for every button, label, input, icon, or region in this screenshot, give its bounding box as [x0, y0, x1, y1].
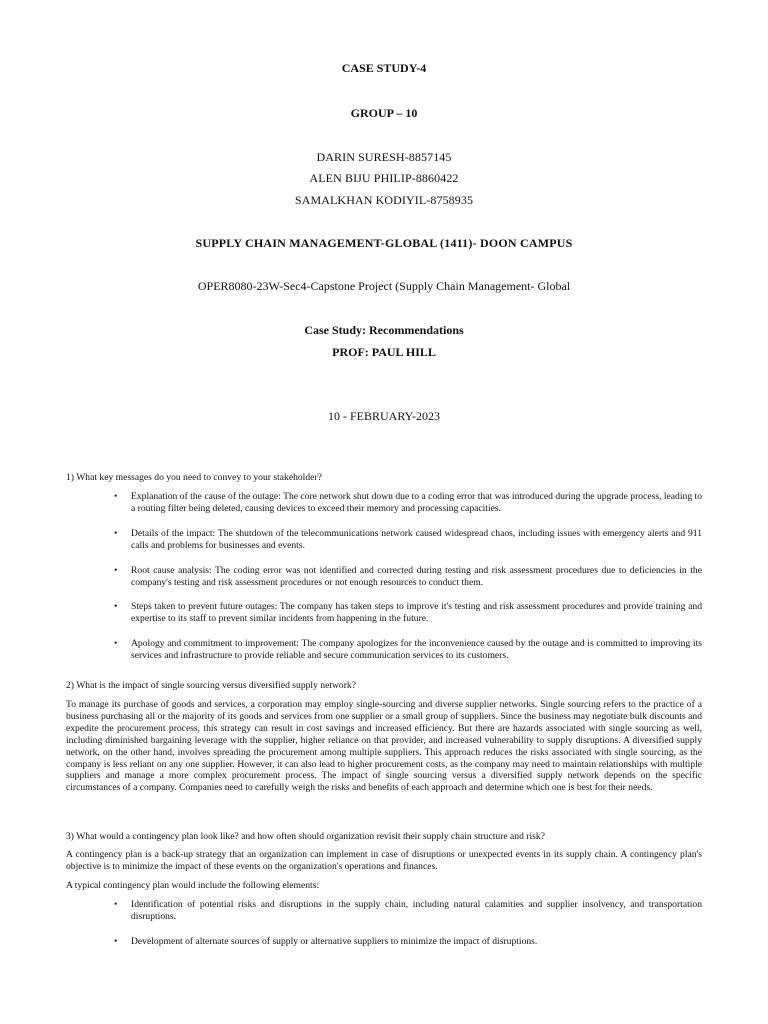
course-title: SUPPLY CHAIN MANAGEMENT-GLOBAL (1411)- DOON CAMPUS [195, 236, 573, 250]
question-2: 2) What is the impact of single sourcing versus diversified supply network? [66, 680, 356, 691]
list-item-text: Root cause analysis: The coding error was not identified and corrected during testing and risk assessment procedures due to deficiencies in the company's testing and risk assessment procedures or not enough resources to conduct them. [131, 564, 702, 588]
list-item [114, 601, 702, 625]
list-item-text: Apology and commitment to improvement: The company apologizes for the inconvenience caused by the outage and is committed to improving its services and infrastructure to provide reliable and secure communication services to its customers. [131, 638, 702, 662]
case-study-title: CASE STUDY-4 [341, 61, 427, 75]
member-name: ALEN BIJU PHILIP-8860422 [309, 171, 459, 185]
subject-title: Case Study: Recommendations [304, 323, 464, 337]
bullet-icon: • [114, 638, 118, 650]
list-item-text: Steps taken to prevent future outages: The company has taken steps to improve it's testing and risk assessment procedures and provide training and expertise to its staff to prevent similar incidents from happening in the future. [131, 601, 702, 625]
group-title: GROUP – 10 [350, 106, 418, 120]
course-code: OPER8080-23W-Sec4-Capstone Project (Supply Chain Management- Global [197, 279, 571, 293]
list-item [114, 491, 702, 515]
professor-name: PROF: PAUL HILL [332, 345, 436, 359]
list-item [114, 638, 702, 662]
list-item [114, 899, 702, 923]
q3-bullet-list [114, 899, 702, 948]
bullet-icon: • [114, 491, 118, 502]
bullet-icon: • [114, 601, 118, 613]
document-date: 10 - FEBRUARY-2023 [327, 409, 440, 423]
list-item [114, 528, 702, 552]
list-item-text: Explanation of the cause of the outage: The core network shut down due to a coding error that was introduced during the upgrade process, leading to a routing filter being deleted, causing devices to exceed their memory and processing capacities. [131, 491, 702, 514]
answer-3-paragraph: A contingency plan is a back-up strategy that an organization can implement in case of disruptions or unexpected events in its supply chain. A contingency plan's objective is to minimize the impact of these events on the organization's operations and finances. [66, 849, 702, 872]
list-item-text: Development of alternate sources of supply or alternative suppliers to minimize the impact of disruptions. [131, 935, 538, 947]
question-1: 1) What key messages do you need to convey to your stakeholder? [66, 472, 322, 483]
member-name: DARIN SURESH-8857145 [316, 150, 452, 164]
answer-2-paragraph: To manage its purchase of goods and services, a corporation may employ single-sourcing and diverse supplier networks. Single sourcing refers to the practice of a business purchasing all or the majority of its goods and services from one supplier or a small group of suppliers. Since the business may negotiate bulk discounts and expedite the procurement process, this strategy can result in cost savings and increased efficiency. But there are hazards associated with single sourcing as well, including diminished bargaining leverage with the supplier, higher reliance on that provider, and increased vulnerability to supply disruptions. A diversified supply network, on the other hand, involves spreading the procurement among multiple suppliers. This approach reduces the risks associated with single sourcing, as the company is less reliant on any one supplier. However, it can also lead to higher procurement costs, as the company may need to maintain relationships with multiple suppliers and manage a more complex procurement process. The impact of single sourcing versus a diversified supply network depends on the specific circumstances of a company. Companies need to carefully weigh the risks and benefits of each approach and determine which one is best for their needs. [66, 699, 702, 794]
bullet-icon: • [114, 527, 118, 539]
question-3: 3) What would a contingency plan look like? and how often should organization revisit their supply chain structure and risk? [66, 831, 545, 842]
answer-3-intro: A typical contingency plan would include the following elements: [66, 880, 320, 891]
q1-bullet-list [114, 491, 702, 662]
list-item [114, 936, 702, 948]
bullet-icon: • [114, 899, 118, 910]
list-item-text: Details of the impact: The shutdown of the telecommunications network caused widespread chaos, including issues with emergency alerts and 911 calls and problems for businesses and events. [131, 527, 702, 551]
bullet-icon: • [114, 564, 118, 576]
member-name: SAMALKHAN KODIYIL-8758935 [294, 193, 474, 207]
list-item [114, 565, 702, 589]
list-item-text: Identification of potential risks and disruptions in the supply chain, including natural calamities and supplier insolvency, and transportation disruptions. [131, 899, 702, 922]
bullet-icon: • [114, 935, 118, 947]
